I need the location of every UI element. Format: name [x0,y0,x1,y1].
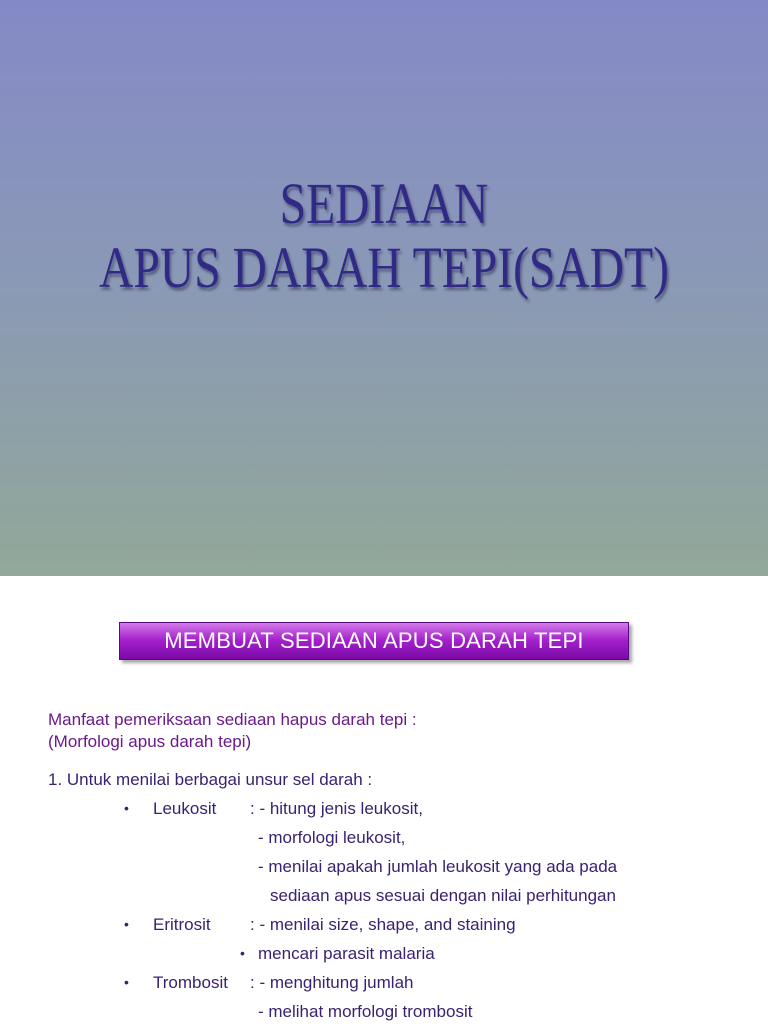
bullet-dot: • [124,800,129,816]
leukosit-line-1: : - hitung jenis leukosit, [250,799,423,818]
bullet-dot: • [124,974,129,990]
intro-line-2: (Morfologi apus darah tepi) [48,732,252,751]
bullet-dot: • [124,916,129,932]
numbered-item-1: 1. Untuk menilai berbagai unsur sel darah : [48,770,373,789]
slide-title [69,172,699,300]
intro-line-1: Manfaat pemeriksaan sediaan hapus darah tepi : [48,710,417,729]
content-slide [0,576,768,1024]
title-line-1: SEDIAAN [279,171,489,236]
eritrosit-sub-bullet: mencari parasit malaria [258,944,435,963]
title-line-2: APUS DARAH TEPI(SADT) [99,235,669,300]
trombosit-line-1: : - menghitung jumlah [250,973,414,992]
leukosit-line-4: sediaan apus sesuai dengan nilai perhitungan [270,886,616,905]
eritrosit-line: : - menilai size, shape, and staining [250,915,516,934]
leukosit-label: Leukosit [153,799,217,818]
section-banner: MEMBUAT SEDIAAN APUS DARAH TEPI [119,622,629,660]
trombosit-label: Trombosit [153,973,228,992]
trombosit-line-2: - melihat morfologi trombosit [258,1002,473,1021]
leukosit-line-3: - menilai apakah jumlah leukosit yang ada pada [258,857,618,876]
eritrosit-label: Eritrosit [153,915,211,934]
bullet-dot: • [240,945,245,961]
leukosit-line-2: - morfologi leukosit, [258,828,406,847]
